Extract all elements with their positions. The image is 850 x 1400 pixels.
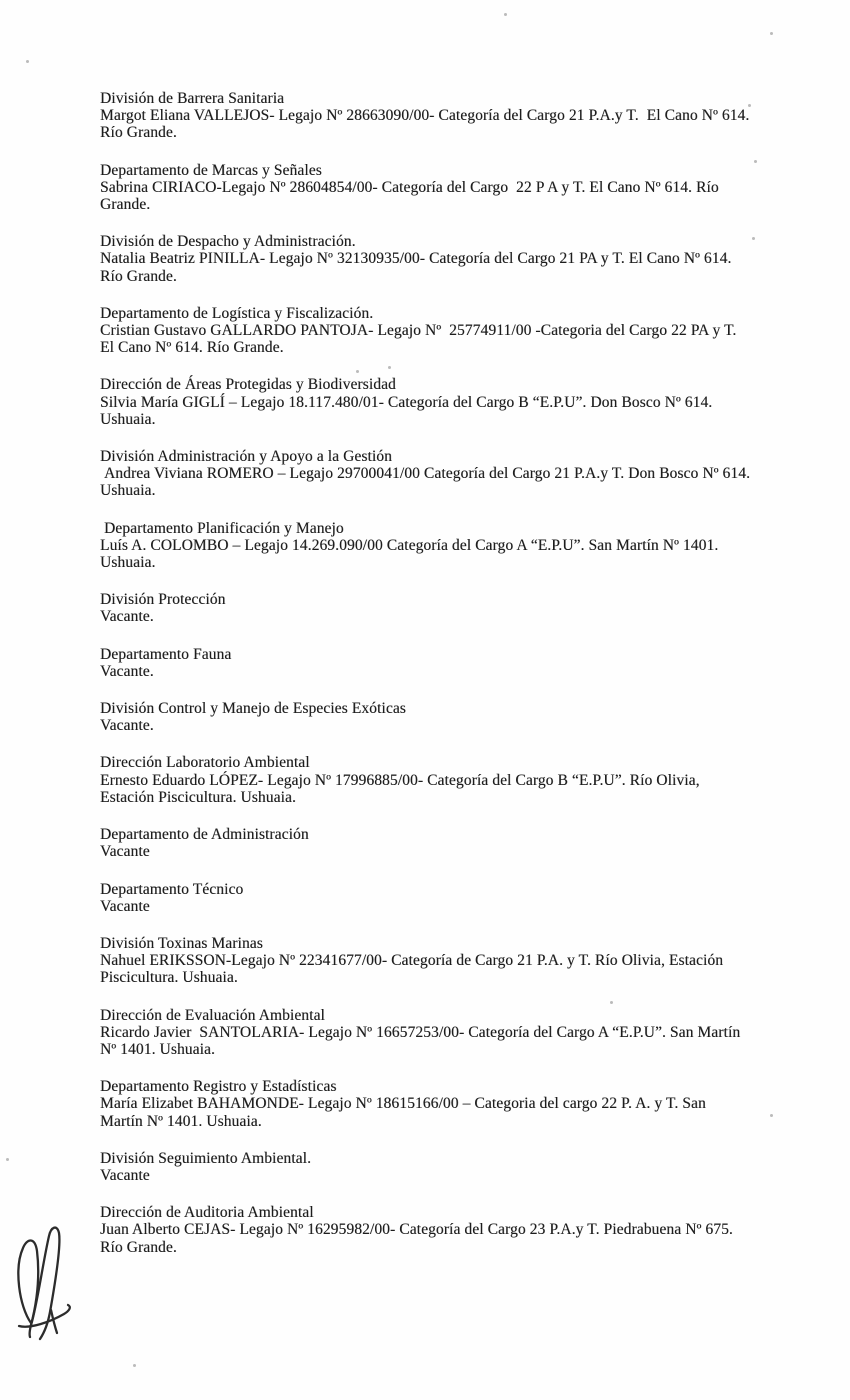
org-unit-detail: Nahuel ERIKSSON-Legajo Nº 22341677/00- Categoría de Cargo 21 P.A. y T. Río Olivia, Estación Piscicultura. Ushuaia.	[100, 952, 728, 987]
org-unit-title: Departamento de Marcas y Señales	[100, 161, 322, 179]
scan-speck	[770, 32, 773, 35]
org-unit-detail: Vacante	[100, 897, 150, 915]
org-unit-detail: Cristian Gustavo GALLARDO PANTOJA- Legajo Nº 25774911/00 -Categoria del Cargo 22 PA y T. El Cano Nº 614. Río Grande.	[100, 322, 741, 357]
org-entry	[100, 520, 752, 572]
org-entry	[100, 1078, 752, 1130]
scan-speck	[754, 160, 757, 163]
org-entry	[100, 1204, 752, 1256]
org-unit-title: División Administración y Apoyo a la Gestión	[100, 448, 392, 466]
scan-speck	[356, 370, 359, 373]
handwritten-signature	[6, 1222, 76, 1347]
org-entry	[100, 90, 752, 142]
org-entry	[100, 162, 752, 214]
org-entry	[100, 826, 752, 860]
org-unit-title: Departamento de Administración	[100, 826, 309, 844]
org-entry	[100, 233, 752, 285]
org-unit-detail: Ernesto Eduardo LÓPEZ- Legajo Nº 17996885/00- Categoría del Cargo B “E.P.U”. Río Olivia, Estación Piscicultura. Ushuaia.	[100, 771, 704, 806]
org-unit-title: División Protección	[100, 591, 226, 609]
org-unit-detail: Vacante	[100, 1166, 150, 1184]
org-unit-title: División de Despacho y Administración.	[100, 233, 356, 251]
scan-speck	[748, 104, 751, 107]
org-unit-title: Dirección de Auditoria Ambiental	[100, 1204, 314, 1222]
org-unit-title: Dirección de Evaluación Ambiental	[100, 1006, 325, 1024]
org-entry	[100, 935, 752, 987]
org-unit-title: Dirección de Áreas Protegidas y Biodiversidad	[100, 376, 396, 394]
scan-speck	[610, 1001, 613, 1004]
org-entry	[100, 1007, 752, 1059]
org-entry	[100, 376, 752, 428]
scan-speck	[770, 1114, 773, 1117]
org-unit-detail: Margot Eliana VALLEJOS- Legajo Nº 28663090/00- Categoría del Cargo 21 P.A.y T. El Cano Nº 614. Río Grande.	[100, 107, 754, 142]
org-unit-detail: Juan Alberto CEJAS- Legajo Nº 16295982/00- Categoría del Cargo 23 P.A.y T. Piedrabuena Nº 675. Río Grande.	[100, 1221, 737, 1256]
org-unit-detail: Vacante	[100, 843, 150, 861]
org-unit-title: Departamento de Logística y Fiscalización.	[100, 304, 374, 322]
org-unit-detail: Luís A. COLOMBO – Legajo 14.269.090/00 Categoría del Cargo A “E.P.U”. San Martín Nº 1401. Ushuaia.	[100, 536, 723, 572]
org-entry	[100, 646, 752, 680]
org-unit-detail: Silvia María GIGLÍ – Legajo 18.117.480/01- Categoría del Cargo B “E.P.U”. Don Bosco Nº 614. Ushuaia.	[100, 393, 717, 428]
scan-speck	[133, 1364, 136, 1367]
org-unit-title: División Seguimiento Ambiental.	[100, 1149, 312, 1167]
org-entry	[100, 754, 752, 806]
org-unit-detail: Sabrina CIRIACO-Legajo Nº 28604854/00- Categoría del Cargo 22 P A y T. El Cano Nº 614. Río Grande.	[100, 178, 723, 214]
scan-speck	[752, 237, 755, 240]
org-unit-title: Dirección Laboratorio Ambiental	[100, 754, 310, 772]
org-entry	[100, 881, 752, 915]
scan-speck	[26, 60, 29, 63]
org-unit-detail: Natalia Beatriz PINILLA- Legajo Nº 32130935/00- Categoría del Cargo 21 PA y T. El Cano Nº 614. Río Grande.	[100, 250, 736, 285]
org-unit-title: Departamento Fauna	[100, 645, 232, 663]
org-unit-title: División Control y Manejo de Especies Exóticas	[100, 700, 406, 718]
org-unit-title: División de Barrera Sanitaria	[100, 90, 285, 107]
org-unit-detail: Ricardo Javier SANTOLARIA- Legajo Nº 16657253/00- Categoría del Cargo A “E.P.U”. San Martín Nº 1401. Ushuaia.	[100, 1023, 745, 1058]
org-unit-detail: María Elizabet BAHAMONDE- Legajo Nº 18615166/00 – Categoria del cargo 22 P. A. y T. San Martín Nº 1401. Ushuaia.	[100, 1095, 710, 1130]
org-unit-detail: Andrea Viviana ROMERO – Legajo 29700041/00 Categoría del Cargo 21 P.A.y T. Don Bosco Nº 614. Ushuaia.	[100, 465, 755, 500]
org-entry	[100, 1150, 752, 1184]
org-unit-detail: Vacante.	[100, 662, 154, 680]
org-unit-title: División Toxinas Marinas	[100, 934, 263, 952]
org-entry	[100, 448, 755, 500]
document-body	[100, 90, 755, 1276]
scan-speck	[504, 13, 507, 16]
org-entry	[100, 305, 752, 357]
org-unit-title: Departamento Técnico	[100, 880, 244, 898]
org-entry	[100, 591, 752, 625]
scan-speck	[388, 366, 391, 369]
scan-speck	[6, 1158, 9, 1161]
org-unit-title: Departamento Registro y Estadísticas	[100, 1078, 337, 1096]
org-unit-detail: Vacante.	[100, 717, 154, 735]
org-entry	[100, 700, 752, 734]
org-unit-detail: Vacante.	[100, 608, 154, 626]
org-unit-title: Departamento Planificación y Manejo	[100, 519, 344, 537]
